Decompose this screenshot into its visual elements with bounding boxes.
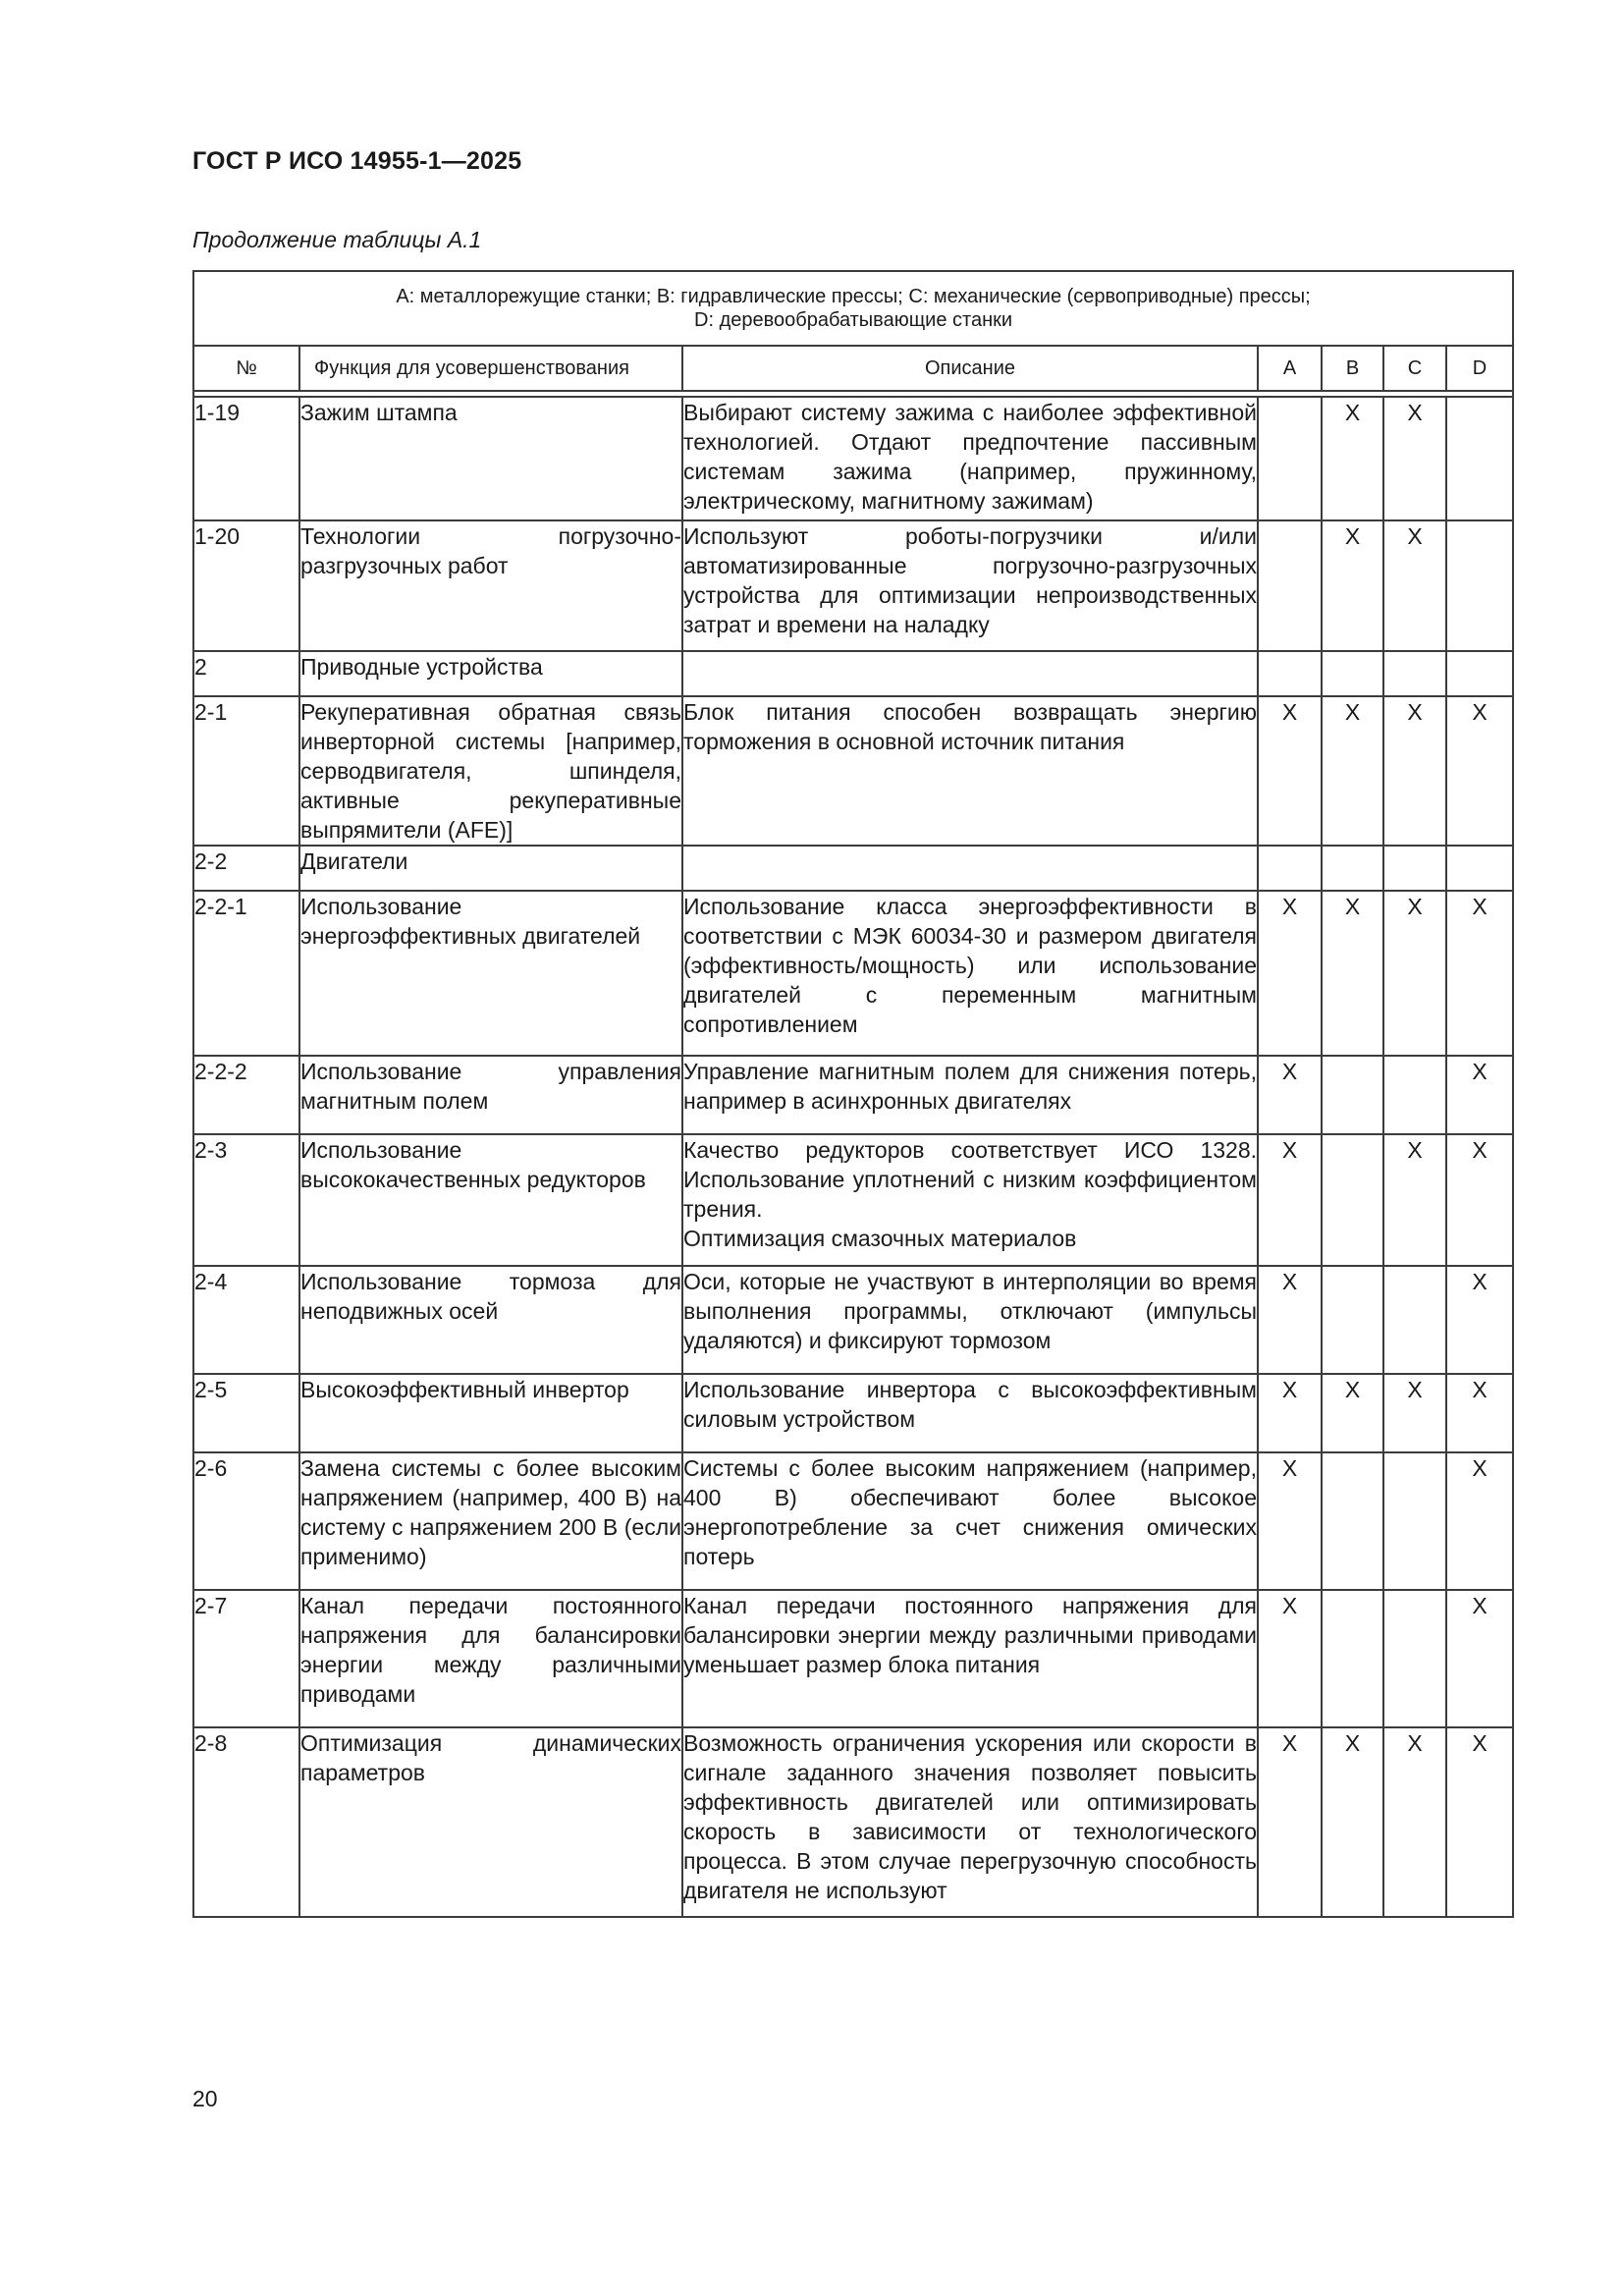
mark-d: X — [1446, 1134, 1513, 1266]
mark-d: X — [1446, 1056, 1513, 1134]
mark-a: X — [1258, 1134, 1322, 1266]
row-function: Канал передачи постоянного напряжения для балансировки энергии между различными приводами — [299, 1590, 682, 1727]
legend-line: А: металлорежущие станки; В: гидравлические прессы; С: механические (сервоприводные) прессы; — [396, 286, 1311, 307]
mark-c: X — [1383, 397, 1446, 520]
column-header-b: В — [1322, 346, 1383, 391]
row-function: Использование энергоэффективных двигателей — [299, 891, 682, 1056]
row-number: 2-3 — [193, 1134, 299, 1266]
mark-d: X — [1446, 696, 1513, 846]
column-header-description: Описание — [682, 346, 1258, 391]
row-number: 2-2-1 — [193, 891, 299, 1056]
row-function: Высокоэффективный инвертор — [299, 1374, 682, 1452]
row-function: Использование высококачественных редукторов — [299, 1134, 682, 1266]
mark-c: X — [1383, 1134, 1446, 1266]
mark-d — [1446, 520, 1513, 651]
mark-d: X — [1446, 1727, 1513, 1917]
row-number: 2-1 — [193, 696, 299, 846]
column-header-function: Функция для усовершенствования — [299, 346, 682, 391]
mark-b: X — [1322, 1374, 1383, 1452]
row-function: Двигатели — [299, 846, 682, 891]
mark-b — [1322, 1452, 1383, 1590]
table-row — [193, 696, 1513, 846]
mark-b — [1322, 1590, 1383, 1727]
mark-c: X — [1383, 1374, 1446, 1452]
mark-c: X — [1383, 1727, 1446, 1917]
row-number: 2-7 — [193, 1590, 299, 1727]
row-function: Технологии погрузочно-разгрузочных работ — [299, 520, 682, 651]
row-number: 2-5 — [193, 1374, 299, 1452]
row-function: Приводные устройства — [299, 651, 682, 696]
row-description — [682, 846, 1258, 891]
mark-c: X — [1383, 891, 1446, 1056]
column-header-number: № — [193, 346, 299, 391]
mark-a: X — [1258, 1727, 1322, 1917]
row-description: Выбирают систему зажима с наиболее эффективной технологией. Отдают предпочтение пассивным системам зажима (например, пружинному, электрическому, магнитному зажимам) — [682, 397, 1258, 520]
mark-c — [1383, 1266, 1446, 1374]
mark-c — [1383, 846, 1446, 891]
table-row — [193, 891, 1513, 1056]
mark-d: X — [1446, 1374, 1513, 1452]
mark-c — [1383, 1452, 1446, 1590]
row-number: 2-2-2 — [193, 1056, 299, 1134]
mark-d — [1446, 397, 1513, 520]
row-function: Использование управления магнитным полем — [299, 1056, 682, 1134]
table-row — [193, 1452, 1513, 1590]
table-row — [193, 1266, 1513, 1374]
document-header: ГОСТ Р ИСО 14955-1—2025 — [192, 147, 522, 175]
mark-c — [1383, 651, 1446, 696]
requirements-table — [192, 270, 1514, 1918]
mark-a: X — [1258, 1590, 1322, 1727]
row-function: Зажим штампа — [299, 397, 682, 520]
column-header-c: С — [1383, 346, 1446, 391]
mark-a: X — [1258, 1374, 1322, 1452]
table-row — [193, 1727, 1513, 1917]
mark-d: X — [1446, 1590, 1513, 1727]
row-description: Использование инвертора с высокоэффективным силовым устройством — [682, 1374, 1258, 1452]
legend-line: D: деревообрабатывающие станки — [694, 309, 1013, 331]
mark-b — [1322, 846, 1383, 891]
mark-b — [1322, 1266, 1383, 1374]
mark-a: X — [1258, 1452, 1322, 1590]
row-description: Системы с более высоким напряжением (например, 400 В) обеспечивают более высокое энергопотребление за счет снижения омических потерь — [682, 1452, 1258, 1590]
row-number: 2-4 — [193, 1266, 299, 1374]
machine-type-legend — [193, 271, 1513, 346]
mark-b: X — [1322, 891, 1383, 1056]
table-row — [193, 846, 1513, 891]
table-caption: Продолжение таблицы А.1 — [192, 227, 482, 252]
mark-c — [1383, 1590, 1446, 1727]
mark-d — [1446, 651, 1513, 696]
mark-b — [1322, 1134, 1383, 1266]
column-header-a: А — [1258, 346, 1322, 391]
mark-d: X — [1446, 1266, 1513, 1374]
row-number: 2-8 — [193, 1727, 299, 1917]
mark-a: X — [1258, 1266, 1322, 1374]
mark-a — [1258, 520, 1322, 651]
mark-a: X — [1258, 696, 1322, 846]
mark-d: X — [1446, 1452, 1513, 1590]
mark-b: X — [1322, 696, 1383, 846]
row-description: Качество редукторов соответствует ИСО 1328. Использование уплотнений с низким коэффициентом трения. Оптимизация смазочных материалов — [682, 1134, 1258, 1266]
row-number: 1-19 — [193, 397, 299, 520]
row-description: Использование класса энергоэффективности в соответствии с МЭК 60034-30 и размером двигателя (эффективность/мощность) или использование двигателей с переменным магнитным сопротивлением — [682, 891, 1258, 1056]
table-row — [193, 651, 1513, 696]
row-number: 2-6 — [193, 1452, 299, 1590]
mark-b — [1322, 1056, 1383, 1134]
table-row — [193, 1056, 1513, 1134]
row-function: Рекуперативная обратная связь инверторной системы [например, серводвигателя, шпинделя, активные рекуперативные выпрямители (AFE)] — [299, 696, 682, 846]
row-description: Блок питания способен возвращать энергию торможения в основной источник питания — [682, 696, 1258, 846]
row-description: Канал передачи постоянного напряжения для балансировки энергии между различными приводами уменьшает размер блока питания — [682, 1590, 1258, 1727]
mark-b: X — [1322, 520, 1383, 651]
mark-b: X — [1322, 397, 1383, 520]
mark-a: X — [1258, 891, 1322, 1056]
mark-a — [1258, 397, 1322, 520]
row-function: Оптимизация динамических параметров — [299, 1727, 682, 1917]
mark-c: X — [1383, 696, 1446, 846]
table-row — [193, 520, 1513, 651]
column-header-d: D — [1446, 346, 1513, 391]
row-description: Возможность ограничения ускорения или скорости в сигнале заданного значения позволяет повысить эффективность двигателей или оптимизировать скорость в зависимости от технологического процесса. В этом случае перегрузочную способность двигателя не используют — [682, 1727, 1258, 1917]
mark-b — [1322, 651, 1383, 696]
row-function: Замена системы с более высоким напряжением (например, 400 В) на систему с напряжением 200 В (если применимо) — [299, 1452, 682, 1590]
row-description: Используют роботы-погрузчики и/или автоматизированные погрузочно-разгрузочных устройства для оптимизации непроизводственных затрат и времени на наладку — [682, 520, 1258, 651]
mark-a: X — [1258, 1056, 1322, 1134]
mark-a — [1258, 651, 1322, 696]
table-row — [193, 397, 1513, 520]
mark-d: X — [1446, 891, 1513, 1056]
row-function: Использование тормоза для неподвижных осей — [299, 1266, 682, 1374]
row-description — [682, 651, 1258, 696]
row-number: 1-20 — [193, 520, 299, 651]
row-number: 2-2 — [193, 846, 299, 891]
mark-c — [1383, 1056, 1446, 1134]
page-number: 20 — [192, 2086, 218, 2111]
row-description: Управление магнитным полем для снижения потерь, например в асинхронных двигателях — [682, 1056, 1258, 1134]
table-row — [193, 1134, 1513, 1266]
mark-d — [1446, 846, 1513, 891]
mark-c: X — [1383, 520, 1446, 651]
row-description: Оси, которые не участвуют в интерполяции во время выполнения программы, отключают (импульсы удаляются) и фиксируют тормозом — [682, 1266, 1258, 1374]
row-number: 2 — [193, 651, 299, 696]
mark-b: X — [1322, 1727, 1383, 1917]
table-row — [193, 1590, 1513, 1727]
table-row — [193, 1374, 1513, 1452]
mark-a — [1258, 846, 1322, 891]
